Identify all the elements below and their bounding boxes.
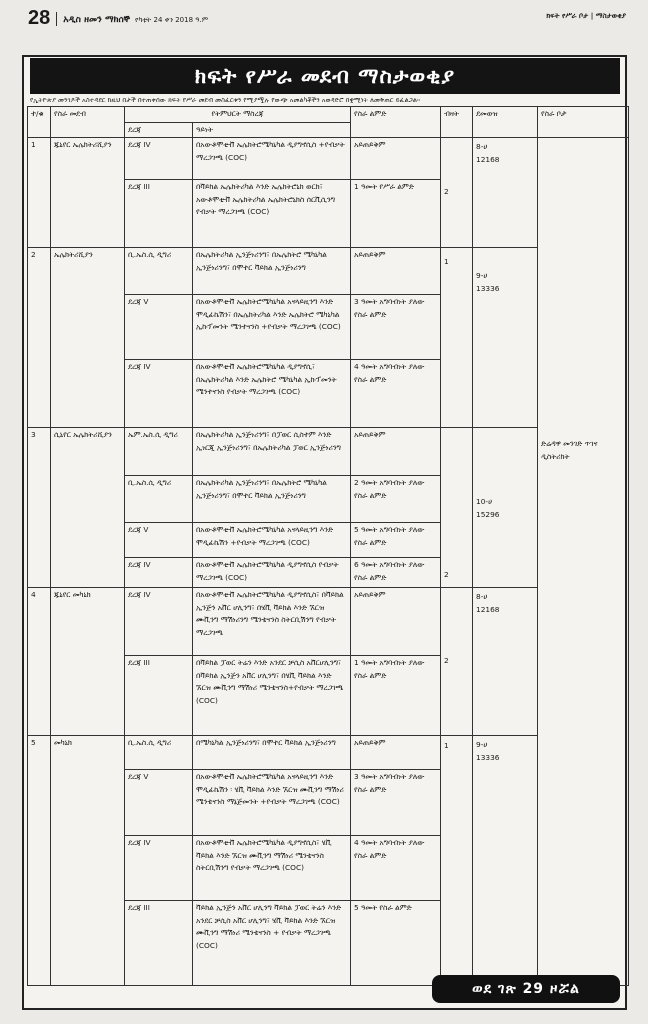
job-number: 2 — [28, 248, 51, 428]
education-level: ደረጃ III — [125, 901, 193, 986]
experience: 2 ዓመት አግባብነት ያለው የስራ ልምድ — [351, 476, 441, 523]
job-number: 1 — [28, 138, 51, 248]
job-number: 3 — [28, 428, 51, 588]
experience: 1 ዓመት አግባብነት ያለው የስራ ልምድ — [351, 656, 441, 736]
education-level: ቢ.ኤስ.ሲ ዲግሪ — [125, 476, 193, 523]
salary-grade: 8-ሀ — [476, 592, 488, 601]
quantity: 1 — [441, 736, 473, 986]
salary — [473, 588, 538, 736]
header-location: የስራ ቦታ — [538, 107, 629, 138]
paper-name: አዲስ ዘመን ማክሰኞ — [63, 15, 131, 25]
salary-amount: 12168 — [476, 604, 500, 614]
issue-date: የካቲት 24 ቀን 2018 ዓ.ም — [135, 16, 209, 24]
education-field: በአውቶሞቲቭ ኤሌክትሮሜካኒካል አናላይዚንግ እንድ ሞዲፊኬሽን፣ በኤሌክትሪካል እንድ ኤሌክትሮ ሜካኒካል ኢኩፕመንት ሜንተናንስ +የብቃት ማረጋገጫ (COC) — [193, 295, 351, 360]
education-level: ደረጃ V — [125, 295, 193, 360]
experience: 3 ዓመት አግባብነት ያለው የስራ ልምድ — [351, 770, 441, 836]
education-level: ደረጃ IV — [125, 836, 193, 901]
header-position: የስራ መደብ — [51, 107, 125, 138]
salary-amount: 15296 — [476, 509, 500, 519]
education-level: ቢ.ኤስ.ሲ ዲግሪ — [125, 248, 193, 295]
experience: አይጠይቅም — [351, 588, 441, 656]
vacancy-table — [27, 106, 629, 986]
education-level: ደረጃ IV — [125, 558, 193, 588]
education-level: ደረጃ IV — [125, 588, 193, 656]
education-field: በቫይክል ፓወር ትሬን እንድ አንደር ቻሲስ አቨርሆሊንግ፣ በቫይክል ኢንጅን አቨር ሆሊንግ፣ በሄቪ ቫይክል እንድ ኧርዝ ሙቪንግ ማሽነሪ ሜንቴናንስ+የብቃት ማረጋገጫ (COC) — [193, 656, 351, 736]
salary-grade: 9-ሀ — [476, 271, 488, 280]
salary-amount: 13336 — [476, 752, 500, 762]
education-field: በኤሌክትሪካል ኢንጅነሪንግ፣ በኤሌክትሮ ሜካኒካል ኢንጅነሪንግ፣ በሞተር ቫይክል ኢንጅነሪንግ — [193, 248, 351, 295]
header-education: የትምህርት ማስረጃ — [125, 107, 351, 123]
experience: አይጠይቅም — [351, 736, 441, 770]
job-position: መካኒክ — [51, 736, 125, 986]
ad-title: ክፍት የሥራ መደብ ማስታወቂያ — [30, 58, 620, 94]
divider — [56, 12, 57, 26]
education-field: በቫይክል ኤሌክትሪካል እንድ ኤሌክትሮኒክ ወርክ፣ አውቶሞቲቭ ኤሌክትሪካል ኤሌክትሮኒክስ ሰርቪሲንግ የብቃት ማረጋገጫ (COC) — [193, 180, 351, 248]
education-field: በአውቶሞቲቭ ኤሌክትሮሜካኒካል አናላይዚንግ እንድ ሞዲፊኬሽን ፡ ሄቪ ቫይክል እንድ ኧርዝ ሙቪንግ ማሽነሪ ሜንቴናንስ ማኔጅመንት +የብቃት ማረጋገጫ (COC) — [193, 770, 351, 836]
experience: 4 ዓመት አግባብነት ያለው የስራ ልምድ — [351, 836, 441, 901]
experience: አይጠይቅም — [351, 248, 441, 295]
job-number: 5 — [28, 736, 51, 986]
education-field: በኤሌክትሪካል ኢንጅነሪንግ፣ በፓወር ሲስተም እንድ ኢነርጂ ኢንጅነሪንግ፣ በኤሌክትሪካል ፓወር ኢንጅነሪንግ — [193, 428, 351, 476]
experience: 3 ዓመት አግባብነት ያለው የስራ ልምድ — [351, 295, 441, 360]
quantity: 1 — [441, 248, 473, 428]
quantity: 2 — [441, 138, 473, 248]
ad-intro: የኢትዮጵያ መንገዶች አስተዳደር ከዚህ በታች በተጠቀሰው ክፍት የሥራ መደብ መስፈርቱን የሚያሟሉ የውጭ አመልካቾችን አወዳድሮ በቋሚነት ለመቅጠር ይፈልጋል። — [30, 96, 421, 104]
experience: 5 ዓመት አግባብነት ያለው የስራ ልምድ — [351, 523, 441, 558]
salary — [473, 428, 538, 588]
education-level: ደረጃ III — [125, 180, 193, 248]
header-field: ዓይነት — [193, 122, 351, 138]
page-number: 28 — [28, 7, 51, 29]
salary-amount: 12168 — [476, 154, 500, 164]
salary-amount: 13336 — [476, 283, 500, 293]
salary — [473, 736, 538, 986]
job-position: ሲኒየር ኤሌክትሪሺያን — [51, 428, 125, 588]
header-no: ተ/ቁ — [28, 107, 51, 138]
education-level: ደረጃ IV — [125, 138, 193, 180]
quantity: 2 — [441, 428, 473, 588]
salary-grade: 9-ሀ — [476, 740, 488, 749]
continued-notice: ወደ ገጽ 29 ዞሯል — [432, 975, 620, 1003]
job-position: ጁኒየር መካኒክ — [51, 588, 125, 736]
experience: 6 ዓመት አግባብነት ያለው የስራ ልምድ — [351, 558, 441, 588]
job-number: 4 — [28, 588, 51, 736]
education-level: ደረጃ IV — [125, 360, 193, 428]
experience: 4 ዓመት አግባብነት ያለው የስራ ልምድ — [351, 360, 441, 428]
header-quantity: ብዛት — [441, 107, 473, 138]
table-row — [28, 138, 629, 180]
education-level: ደረጃ III — [125, 656, 193, 736]
education-level: ደረጃ V — [125, 770, 193, 836]
education-field: በአውቶሞቲቭ ኤሌክትሮሜካኒካል ዲያግኖሲስ +የብቃት ማረጋገጫ (COC) — [193, 138, 351, 180]
education-field: በሜካኒካል ኢንጅነሪንግ፣ በሞተር ቫይክል ኢንጅነሪንግ — [193, 736, 351, 770]
quantity: 2 — [441, 588, 473, 736]
education-field: በአውቶሞቲቭ ኤሌክትሮሜካኒካል ዲያግኖሲ፣ በኤሌክትሪካል እንድ ኤሌክትሮ ሜካኒካል ኢኩፕመንት ሜንተናንስ የብቃት ማረጋገጫ (COC) — [193, 360, 351, 428]
salary-grade: 10-ሀ — [476, 497, 492, 506]
experience: አይጠይቅም — [351, 428, 441, 476]
experience: 1 ዓመት የሥራ ልምድ — [351, 180, 441, 248]
header-experience: የስራ ልምድ — [351, 107, 441, 138]
job-location: ድሬዳዋ መንገድ ጥገና ዲስትሪክት — [538, 138, 629, 986]
education-field: በአውቶሞቲቭ ኤሌክትሮሜካኒካል ዲያግኖሲስ፣ ሄቪ ቫይክል እንድ ኧርዝ ሙቪንግ ማሽነሪ ሜንቴናንስ ስትርቢሽንግ የብቃት ማረጋገጫ (COC) — [193, 836, 351, 901]
experience: 5 ዓመት የስራ ልምድ — [351, 901, 441, 986]
header-salary: ደመወዝ — [473, 107, 538, 138]
education-field: ቫይክል ኢንጅን አቨር ሆሊንግ ቫይክል ፓወር ትሬን እንድ አንደር ቻሲስ አቨር ሆሊንግ፣ ሄቪ ቫይክል እንድ ኧርዝ ሙቪንግ ማሽነሪ ሜንቴናንስ + የብቃት ማረጋገጫ (COC) — [193, 901, 351, 986]
header-level: ደረጃ — [125, 122, 193, 138]
education-field: በአውቶሞቲቭ ኤሌክትሮሜካኒካል ዲያግኖሲስ የብቃት ማረጋገጫ (COC) — [193, 558, 351, 588]
salary — [473, 138, 538, 248]
table-body — [28, 138, 629, 986]
experience: አይጠይቅም — [351, 138, 441, 180]
education-level: ቢ.ኤስ.ሲ ዲግሪ — [125, 736, 193, 770]
education-field: በአውቶሞቲቭ ኤሌክትሮሜካኒካል ዲያግኖሲስ፣ በቫይክል ኢንጅን አቨር ሆሊንግ፣ በሄቪ ቫይክል እንድ ኧርዝ ሙቪንግ ማሽነሪንግ ሜንቴናንስ ስትርቢሽንግ የብቃት ማረጋገጫ — [193, 588, 351, 656]
page-header — [28, 6, 626, 28]
job-position: ጁኒየር ኤሌክትሪሺያን — [51, 138, 125, 248]
education-level: ኤም.ኤስ.ሲ ዲግሪ — [125, 428, 193, 476]
section-label: ክፍት የሥራ ቦታ | ማስታወቂያ — [546, 12, 626, 20]
salary — [473, 248, 538, 428]
salary-grade: 8-ሀ — [476, 142, 488, 151]
education-field: በኤሌክትሪካል ኢንጅነሪንግ፣ በኤሌክትሮ ሜካኒካል ኢንጅነሪንግ፣ በሞተር ቫይክል ኢንጅነሪንግ — [193, 476, 351, 523]
education-field: በአውቶሞቲቭ ኤሌክትሮሜካኒካል አናላይዚንግ እንድ ሞዲፊኬሽን +የብቃት ማረጋገጫ (COC) — [193, 523, 351, 558]
job-position: ኤሌክትሪሺያን — [51, 248, 125, 428]
education-level: ደረጃ V — [125, 523, 193, 558]
